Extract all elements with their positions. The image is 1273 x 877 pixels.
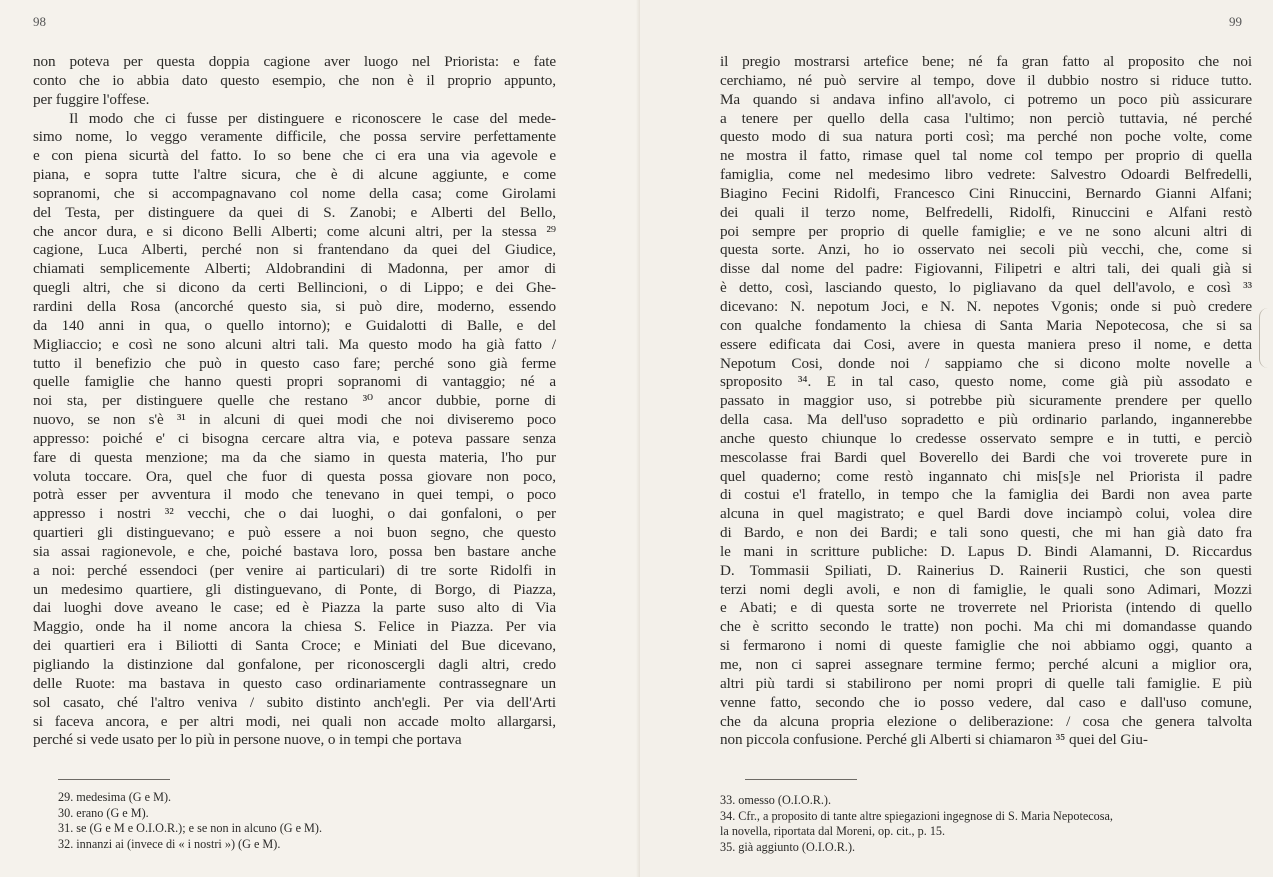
footnotes [720, 793, 1252, 855]
text-line: Ma quando si andava infino all'avolo, ci potremo un poco più assicurare [720, 90, 1252, 108]
page-body-text [720, 53, 1252, 750]
text-line: voluta toccare. Ora, quel che fuor di questa possa giovare non poco, [33, 467, 556, 485]
text-line: Nepotum Cosi, donde noi / sappiamo che si dicono molte novelle a [720, 354, 1252, 372]
text-line: tutto il benefizio che può in questo caso fare; perché sono già ferme [33, 354, 556, 372]
text-line: poi sempre per proprio di quelle famiglie; e ve ne sono alcuni altri di [720, 222, 1252, 240]
footnote: 33. omesso (O.I.O.R.). [720, 793, 832, 807]
footnote: 31. se (G e M e O.I.O.R.); e se non in alcuno (G e M). [58, 821, 323, 836]
text-line: questa sorte. Anzi, ho io osservato nei secoli più vecchi, che, come si [720, 241, 1252, 259]
text-line: quartieri gli distinguevano; e può essere a noi buon segno, che questo [33, 524, 556, 542]
text-line: e Abati; e di questa sorte ne troverrete nel Priorista (intendo di quello [720, 599, 1252, 617]
footnote-rule [745, 779, 857, 780]
text-line: di costui e'l fratello, in tempo che la famiglia dei Bardi non avea parte [720, 486, 1252, 504]
text-line: con qualche fondamento la chiesa di Santa Maria Nepotecosa, che si sa [720, 316, 1252, 334]
text-line: potrà esser per avventura il modo che tenevano in quei tempi, o poco [33, 486, 556, 504]
page-body-text [33, 53, 556, 750]
text-line: sol casato, ché l'altro veniva / subito distinto anch'egli. Per via dell'Arti [33, 693, 556, 711]
text-line: che ancor dura, e si dicono Belli Alberti; come alcuni altri, per la stessa ²⁹ [33, 222, 556, 240]
text-line: alcuna in quel magistrato; e quel Bardi dove inciampò colui, volea dire [720, 505, 1252, 523]
text-line: altri più tardi si stabilirono per nomi propri di quelle tali famiglie. E più [720, 674, 1252, 692]
text-line: dicevano: N. nepotum Joci, e N. N. nepotes Vgonis; onde si può credere [720, 297, 1252, 315]
text-line: Maggio, onde ha il nome ancora la chiesa S. Felice in Piazza. Per via [33, 618, 556, 636]
text-line: noi sta, per distinguere quelle che restano ³⁰ ancor dubbie, porne di [33, 392, 556, 410]
text-line: che è scritto secondo le tratte) non pochi. Ma chi mi domandasse quando [720, 618, 1252, 636]
text-line: anche questo chiunque lo credesse osservato sempre e in tutti, e perciò [720, 429, 1252, 447]
text-line: simo nome, lo veggo veramente difficile, che possa servire perfettamente [33, 128, 556, 146]
text-line: Biagino Fecini Ridolfi, Francesco Cini Rinuccini, Bernardo Gianni Alfani; [720, 184, 1252, 202]
text-line: e con piena sicurtà del fatto. Io so bene che ci era una via agevole e [33, 147, 556, 165]
text-line: Il modo che ci fusse per distinguere e riconoscere le case del mede- [69, 109, 556, 127]
text-line: si fermarono i nomi di queste famiglie che noi abbiamo oggi, quanto a [720, 637, 1252, 655]
text-line: famiglia, come nel medesimo libro vedrete: Salvestro Odoardi Belfredelli, [720, 166, 1252, 184]
text-line: terzi nomi degli avoli, e non di famiglie, le quali sono Adimari, Mozzi [720, 580, 1252, 598]
text-line: sopranomi, che si accompagnavano col nome della casa; come Girolami [33, 184, 556, 202]
right-page [640, 0, 1273, 877]
footnote: 34. Cfr., a proposito di tante altre spiegazioni ingegnose di S. Maria Nepotecosa, [720, 808, 1113, 823]
text-line: essere edificata dai Cosi, avere in questa maniera preso il nome, e detta [720, 335, 1252, 353]
text-line: fare di questa menzione; ma da che siamo in questa materia, l'ho pur [33, 448, 556, 466]
footnotes [58, 790, 508, 852]
text-line: da 140 anni in qua, o quello intorno); e Guidalotti di Balle, e del [33, 316, 556, 334]
text-line: ne mostra il fatto, rimase quel tal nome col tempo per proprio di quella [720, 147, 1252, 165]
text-line: passato in maggior uso, si potrebbe più sicuramente prendere per quello [720, 392, 1252, 410]
text-line: perché si vede usato per lo più in persone nuove, o in tempi che portava [33, 731, 462, 749]
text-line: cerchiamo, né può servire al tempo, dove il dubbio nostro si riduce tutto. [720, 71, 1252, 89]
footnote: 29. medesima (G e M). [58, 790, 172, 804]
text-line: non piccola confusione. Perché gli Alberti si chiamaron ³⁵ quei del Giu- [720, 731, 1148, 749]
text-line: mescolasse frai Bardi quel Boverello dei Bardi che voi troverete pure in [720, 448, 1252, 466]
text-line: quel quaderno; come restò ingannato chi mis[s]e nel Priorista il padre [720, 467, 1252, 485]
text-line: di Bardo, e non dei Bardi; e tali sono questi, che mi han già dato fra [720, 524, 1252, 542]
text-line: le mani in scritture publiche: D. Lapus D. Bindi Alamanni, D. Riccardus [720, 542, 1252, 560]
text-line: Migliaccio; e così ne sono alcuni altri tali. Ma questo modo ha già fatto / [33, 335, 556, 353]
text-line: me, non ci saprei assegnare termine fermo; perché alcuni a miglior ora, [720, 656, 1252, 673]
text-line: nuovo, se non s'è ³¹ in alcuni di quei modi che noi diviseremo poco [33, 411, 556, 429]
text-line: rardini della Rosa (ancorché questo sia, si può dire, moderno, essendo [33, 297, 556, 315]
text-line: non poteva per questa doppia cagione aver luogo nel Priorista: e fate [33, 53, 556, 70]
page-number: 98 [33, 14, 46, 29]
margin-pencil-mark [1259, 308, 1268, 368]
text-line: del Testa, per distinguere da quei di S. Zanobi; e Alberti del Bello, [33, 203, 556, 221]
text-line: venne fatto, secondo che io posso vedere, dal caso e dall'uso comune, [720, 693, 1252, 711]
text-line: a noi: perché essendoci (per venire ai particulari) di tre sorte Ridolfi in [33, 561, 556, 579]
text-line: dai luoghi dove aveano le case; ed è Piazza la parte suso alto di Via [33, 599, 556, 617]
footnote: 32. innanzi ai (invece di « i nostri ») (G e M). [58, 836, 281, 851]
text-line: piana, e sopra tutte l'altre sicura, che è di alcune aggiunte, e come [33, 166, 556, 184]
text-line: quelle famiglie che hanno questi propri sopranomi di vantaggio; né a [33, 373, 556, 391]
text-line: sproposito ³⁴. E in tal caso, questo nome, come già più assodato e [720, 373, 1252, 391]
text-line: dei quartieri era i Biliotti di Santa Croce; e Miniati del Bue dicevano, [33, 637, 556, 655]
text-line: per fuggire l'offese. [33, 90, 150, 108]
footnote-rule [58, 779, 170, 780]
text-line: sia assai ragionevole, e che, poiché bastava loro, possa ben bastare anche [33, 542, 556, 560]
text-line: a tenere per quello della casa l'ultimo; non perciò tuttavia, né perché [720, 109, 1252, 127]
text-line: della casa. Ma dell'uso sopradetto e più ordinario parlando, ingannerebbe [720, 411, 1252, 429]
text-line: quegli altri, che si dicono da certi Bellincioni, o di Lippo; e dei Ghe- [33, 279, 556, 297]
footnote: la novella, riportata dal Moreni, op. cit., p. 15. [720, 824, 946, 839]
text-line: cagione, Luca Alberti, perché non si frantendano da quei del Giudice, [33, 241, 556, 259]
text-line: conto che io abbia dato questo esempio, che non è il proprio appunto, [33, 71, 556, 89]
text-line: il pregio mostrarsi artefice bene; né fa gran fatto al proposito che noi [720, 53, 1252, 70]
text-line: chiamati semplicemente Alberti; Aldobrandini di Madonna, per amor di [33, 260, 556, 278]
text-line: un medesimo quartiere, gli distinguevano, di Ponte, di Borgo, di Piazza, [33, 580, 556, 598]
text-line: disse dal nome del padre: Figiovanni, Filipetri e altri tali, dei quali già si [720, 260, 1252, 278]
text-line: pigliando la distinzione dal gonfalone, per riconoscergli dagli altri, credo [33, 656, 556, 673]
footnote: 35. già aggiunto (O.I.O.R.). [720, 839, 856, 854]
text-line: delle Ruote: ma bastava in questo caso ordinariamente contrassegnare un [33, 674, 556, 692]
text-line: che da alcuna propria elezione o deliberazione: / cosa che genera talvolta [720, 712, 1252, 730]
text-line: è detto, così, lasciando questo, lo pigliavano da quel dell'avolo, e così ³³ [720, 279, 1252, 297]
text-line: appresso: poiché e' ci bisogna cercare altra via, e poteva passare senza [33, 429, 556, 447]
page-number: 99 [1229, 14, 1242, 29]
text-line: appresso i nostri ³² vecchi, che o dai luoghi, o dai gonfaloni, o per [33, 505, 556, 523]
text-line: D. Tommasii Spiliati, D. Rainerius D. Rainerii Rustici, che son questi [720, 561, 1252, 579]
text-line: si faceva ancora, e per altri modi, nei quali non accade molto allargarsi, [33, 712, 556, 730]
text-line: dei quali il terzo nome, Belfredelli, Ridolfi, Rinuccini e Alfani restò [720, 203, 1252, 221]
footnote: 30. erano (G e M). [58, 805, 149, 820]
text-line: questo modo di sua natura porti così; ma perché non poche volte, come [720, 128, 1252, 146]
